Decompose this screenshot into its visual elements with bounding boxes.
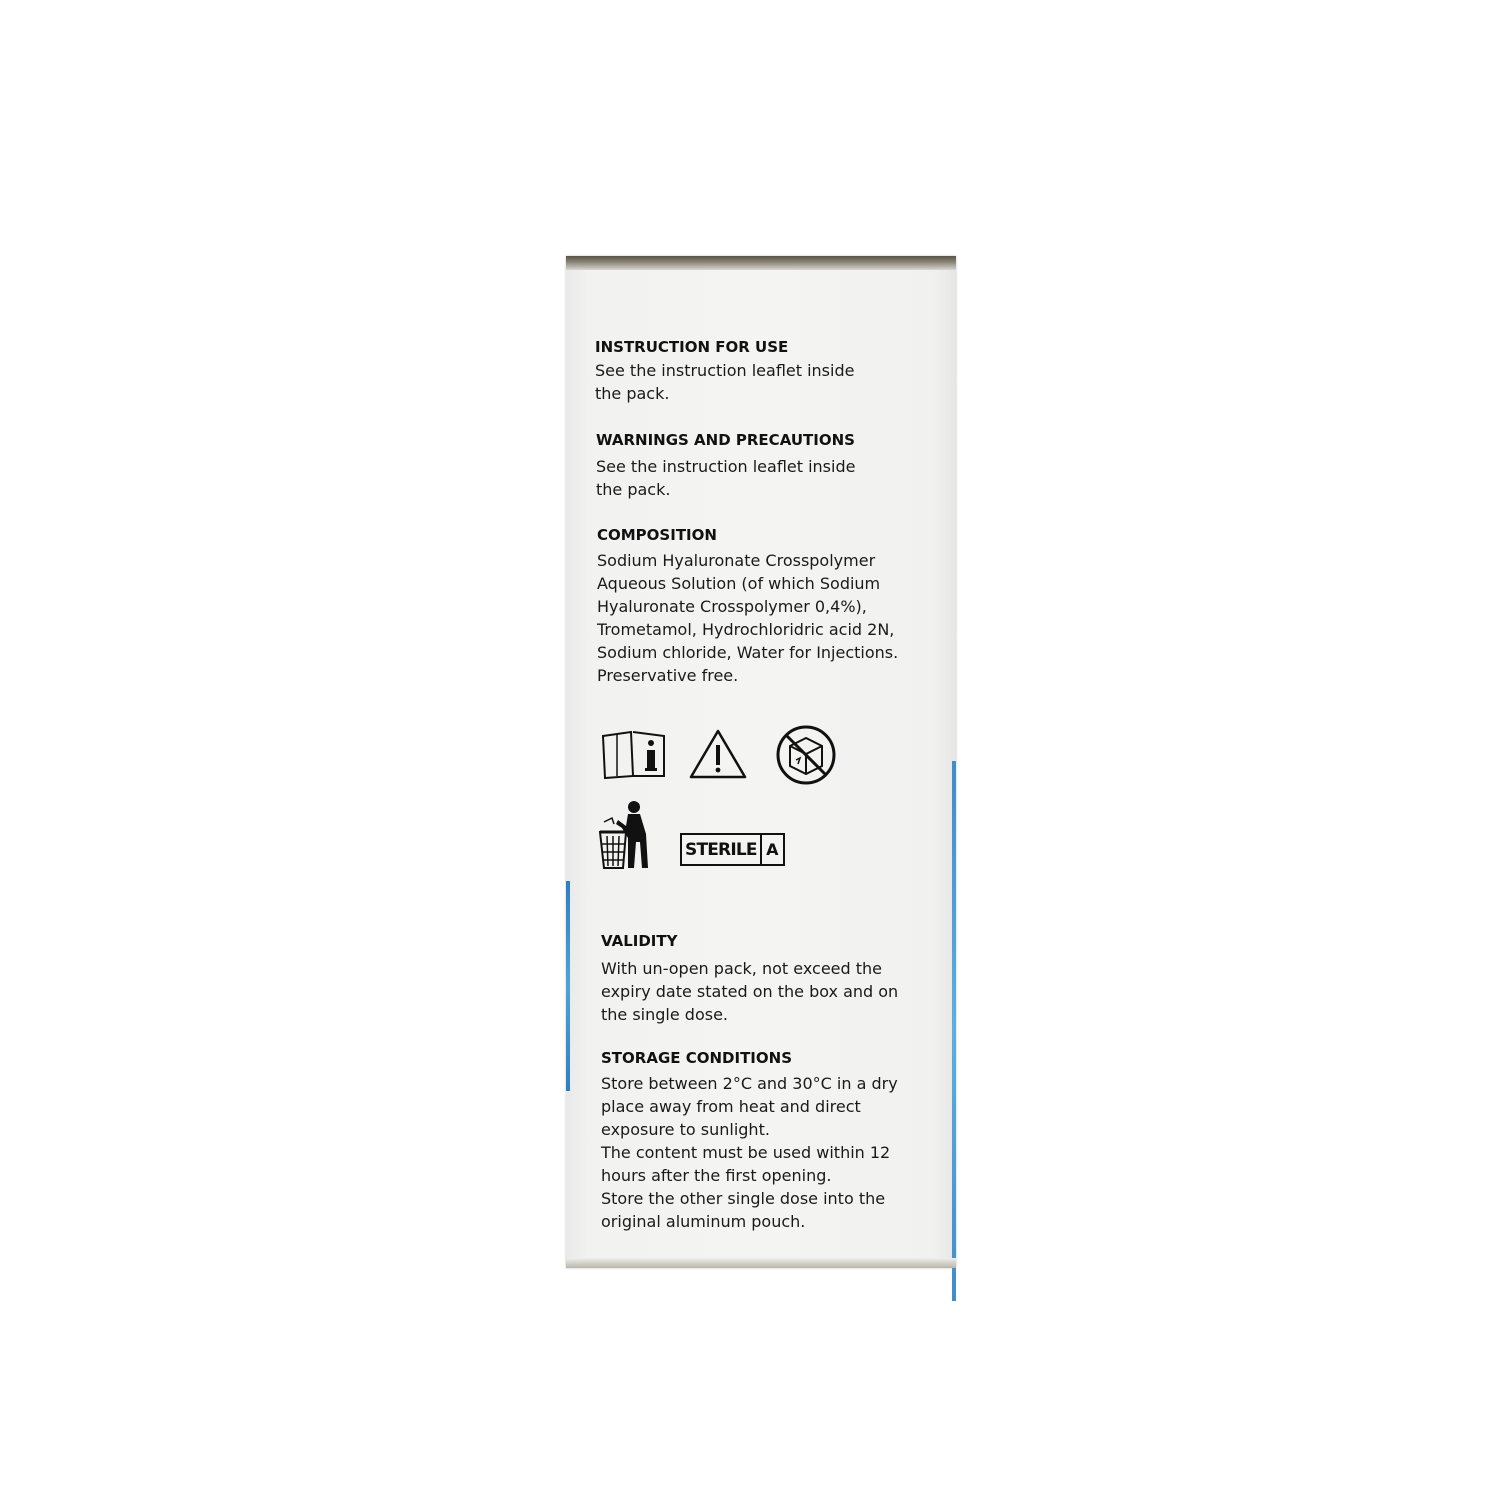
section-line: Store between 2°C and 30°C in a dry bbox=[601, 1074, 898, 1093]
section-line: The content must be used within 12 bbox=[601, 1143, 891, 1162]
section-title: INSTRUCTION FOR USE bbox=[595, 338, 789, 356]
dispose-in-bin-icon bbox=[598, 800, 656, 872]
section-title: VALIDITY bbox=[601, 932, 678, 950]
section-storage-conditions bbox=[601, 1046, 898, 1233]
section-line: Preservative free. bbox=[597, 666, 739, 685]
section-line: the pack. bbox=[595, 384, 670, 403]
section-title: COMPOSITION bbox=[597, 526, 717, 544]
section-line: Store the other single dose into the bbox=[601, 1189, 886, 1208]
section-line: the single dose. bbox=[601, 1005, 729, 1024]
blue-edge-left bbox=[566, 881, 570, 1091]
section-line: the pack. bbox=[596, 480, 671, 499]
box-top-edge bbox=[566, 256, 956, 270]
sterile-label: STERILE bbox=[682, 835, 762, 864]
section-warnings bbox=[596, 428, 855, 501]
section-line: place away from heat and direct bbox=[601, 1097, 861, 1116]
section-line: See the instruction leaflet inside bbox=[595, 361, 855, 380]
section-line: Sodium Hyaluronate Crosspolymer bbox=[597, 551, 876, 570]
section-line: With un-open pack, not exceed the bbox=[601, 959, 882, 978]
section-line: Hyaluronate Crosspolymer 0,4%), bbox=[597, 597, 867, 616]
section-title: STORAGE CONDITIONS bbox=[601, 1049, 792, 1067]
section-validity bbox=[601, 929, 898, 1026]
do-not-use-if-damaged-icon bbox=[774, 724, 838, 786]
section-line: exposure to sunlight. bbox=[601, 1120, 770, 1139]
section-line: Aqueous Solution (of which Sodium bbox=[597, 574, 881, 593]
section-line: original aluminum pouch. bbox=[601, 1212, 806, 1231]
box-bottom-edge bbox=[566, 1258, 956, 1268]
section-title: WARNINGS AND PRECAUTIONS bbox=[596, 431, 855, 449]
section-line: hours after the first opening. bbox=[601, 1166, 832, 1185]
section-line: expiry date stated on the box and on bbox=[601, 982, 899, 1001]
warning-icon bbox=[688, 728, 748, 780]
section-line: Sodium chloride, Water for Injections. bbox=[597, 643, 899, 662]
section-line: See the instruction leaflet inside bbox=[596, 457, 856, 476]
consult-instructions-icon bbox=[601, 730, 667, 780]
section-composition bbox=[597, 523, 898, 687]
section-line: Trometamol, Hydrochloridric acid 2N, bbox=[597, 620, 895, 639]
sterile-method: A bbox=[766, 840, 779, 859]
section-instruction-for-use bbox=[595, 335, 854, 405]
sterile-symbol bbox=[680, 833, 785, 866]
blue-edge-right bbox=[952, 761, 956, 1301]
